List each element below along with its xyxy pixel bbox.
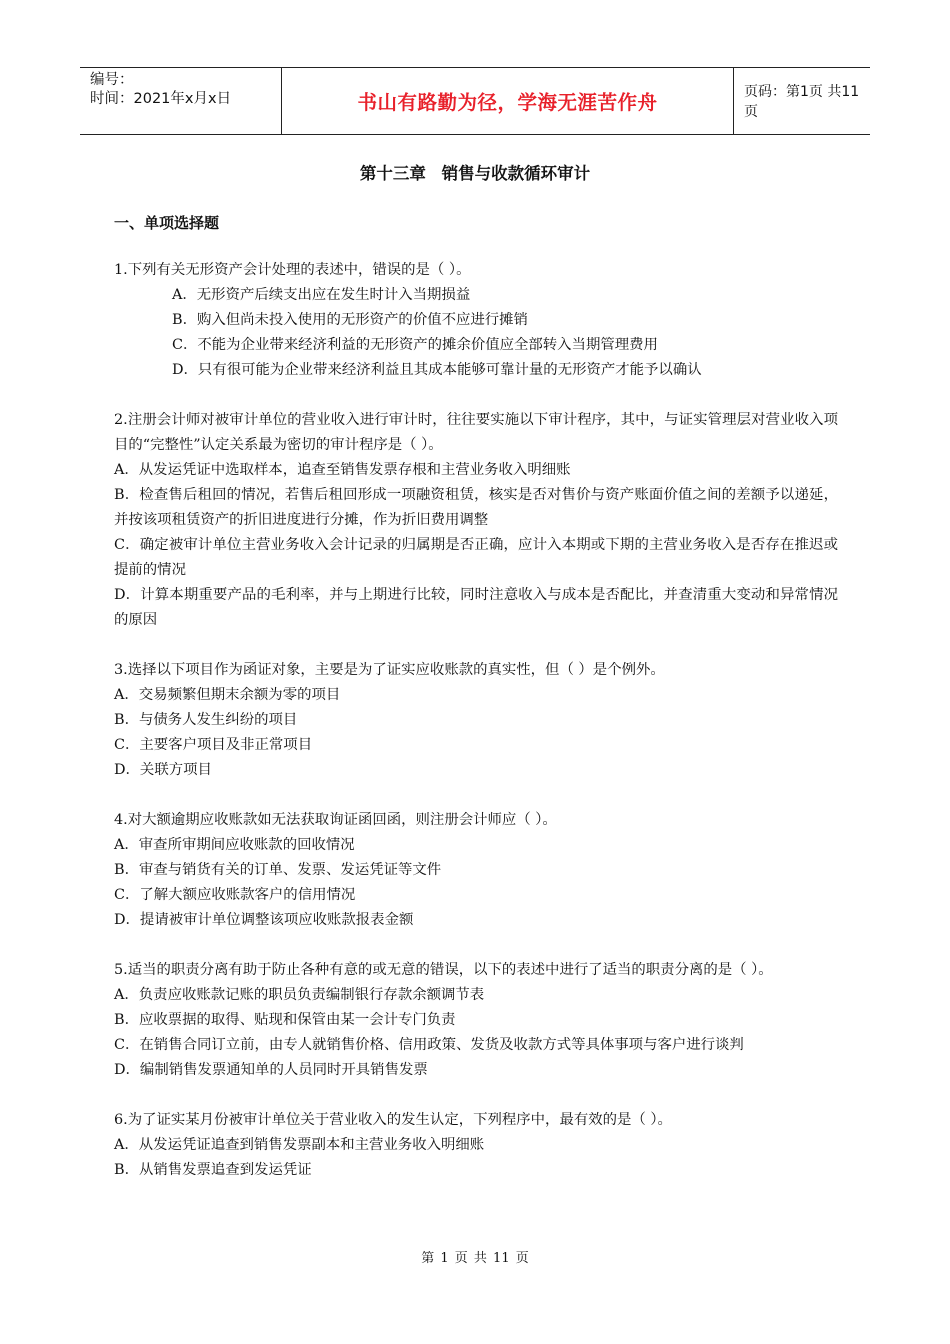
option: C．在销售合同订立前，由专人就销售价格、信用政策、发货及收款方式等具体事项与客户进行谈判 [114,1037,744,1053]
question-text: 1.下列有关无形资产会计处理的表述中，错误的是（ ）。 [114,262,471,278]
section-heading: 一、单项选择题 [114,214,220,232]
option: A．审查所审期间应收账款的回收情况 [114,837,355,853]
question-text: 3.选择以下项目作为函证对象，主要是为了证实应收账款的真实性，但（ ）是个例外。 [114,662,665,678]
option: C．主要客户项目及非正常项目 [114,737,313,753]
option: D．只有很可能为企业带来经济利益且其成本能够可靠计量的无形资产才能予以确认 [172,362,702,378]
question-text: 5.适当的职责分离有助于防止各种有意的或无意的错误，以下的表述中进行了适当的职责分离的是（ ）。 [114,962,773,978]
question-list [114,258,838,1208]
option: B．从销售发票追查到发运凭证 [114,1162,312,1178]
option: D．提请被审计单位调整该项应收账款报表金额 [114,912,414,928]
page-footer: 第 1 页 共 11 页 [421,1251,529,1266]
option: A．负责应收账款记账的职员负责编制银行存款余额调节表 [114,987,485,1003]
question [114,808,838,933]
code-label: 编号： [90,72,134,88]
question [114,958,838,1083]
option: A．从发运凭证追查到销售发票副本和主营业务收入明细账 [114,1137,485,1153]
header-page-cell [734,68,870,134]
option: B．应收票据的取得、贴现和保管由某一会计专门负责 [114,1012,456,1028]
option-list [114,833,838,933]
page-header [80,67,870,135]
option-list [114,683,838,783]
option-list [114,1133,838,1183]
option: C．确定被审计单位主营业务收入会计记录的归属期是否正确，应计入本期或下期的主营业务收入是否存在推迟或提前的情况 [114,537,838,578]
option: A．从发运凭证中选取样本，追查至销售发票存根和主营业务收入明细账 [114,462,571,478]
question-text: 2.注册会计师对被审计单位的营业收入进行审计时，往往要实施以下审计程序，其中，与证实管理层对营业收入项目的“完整性”认定关系最为密切的审计程序是（ ）。 [114,412,838,453]
header-meta [80,68,282,134]
option: B．购入但尚未投入使用的无形资产的价值不应进行摊销 [172,312,528,328]
time-label: 时间：2021年x月x日 [90,91,232,107]
option: D．关联方项目 [114,762,212,778]
question-text: 4.对大额逾期应收账款如无法获取询证函回函，则注册会计师应（ ）。 [114,812,557,828]
question [114,658,838,783]
question-text: 6.为了证实某月份被审计单位关于营业收入的发生认定，下列程序中，最有效的是（ ）。 [114,1112,672,1128]
option: C．不能为企业带来经济利益的无形资产的摊余价值应全部转入当期管理费用 [172,337,658,353]
question [114,1108,838,1183]
question [114,408,838,633]
page-info: 页码：第1页 共11页 [744,84,860,120]
question [114,258,838,383]
option-list [114,458,838,633]
option: B．检查售后租回的情况，若售后租回形成一项融资租赁，核实是否对售价与资产账面价值之间的差额予以递延，并按该项租赁资产的折旧进度进行分摊，作为折旧费用调整 [114,487,838,528]
option: D．编制销售发票通知单的人员同时开具销售发票 [114,1062,428,1078]
option: B．审查与销货有关的订单、发票、发运凭证等文件 [114,862,442,878]
option: D．计算本期重要产品的毛利率，并与上期进行比较，同时注意收入与成本是否配比，并查清重大变动和异常情况的原因 [114,587,838,628]
option: C．了解大额应收账款客户的信用情况 [114,887,356,903]
motto: 书山有路勤为径，学海无涯苦作舟 [357,91,658,114]
option-list [114,283,838,383]
option: A．交易频繁但期末余额为零的项目 [114,687,341,703]
option: A．无形资产后续支出应在发生时计入当期损益 [172,287,471,303]
option: B．与债务人发生纠纷的项目 [114,712,298,728]
header-motto-cell [282,68,734,134]
chapter-title: 第十三章 销售与收款循环审计 [359,164,591,183]
option-list [114,983,838,1083]
